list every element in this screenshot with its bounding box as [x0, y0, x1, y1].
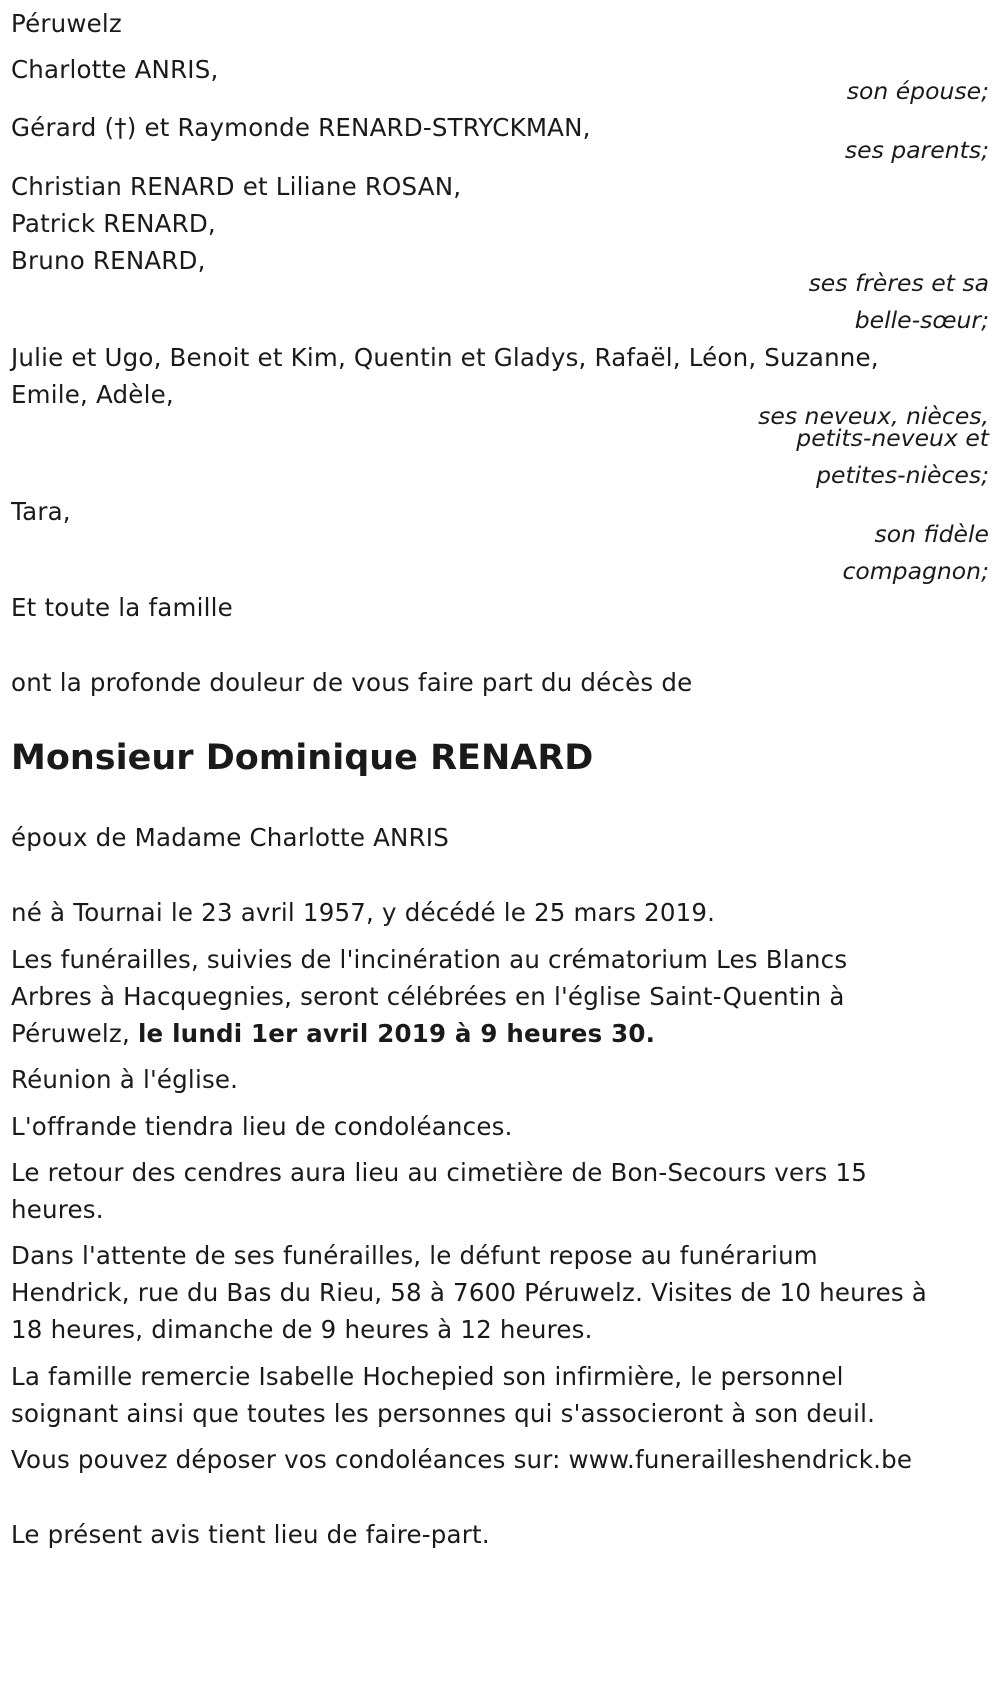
repose-line: 18 heures, dimanche de 9 heures à 12 heures.: [11, 1315, 593, 1344]
family-rest: Et toute la famille: [11, 593, 233, 622]
nephews-relation-line: ses neveux, nièces,: [758, 402, 989, 430]
ashes-line: heures.: [11, 1195, 104, 1224]
parents-name: Gérard (†) et Raymonde RENARD-STRYCKMAN,: [11, 113, 591, 142]
siblings-relation-line: belle-sœur;: [854, 306, 989, 334]
companion-relation-line: compagnon;: [842, 557, 989, 585]
companion-relation-line: son fidèle: [874, 520, 989, 548]
meeting-line: Réunion à l'église.: [11, 1065, 239, 1094]
sibling-line: Patrick RENARD,: [11, 209, 216, 238]
nephews-relation-line: petits-neveux et: [796, 424, 989, 452]
funeral-line-date: [11, 1014, 655, 1054]
repose-line: Dans l'attente de ses funérailles, le défunt repose au funérarium: [11, 1241, 818, 1270]
funeral-line: Arbres à Hacquegnies, seront célébrées en l'église Saint-Quentin à: [11, 982, 845, 1011]
thanks-line: soignant ainsi que toutes les personnes qui s'associeront à son deuil.: [11, 1399, 876, 1428]
parents-relation: ses parents;: [844, 136, 989, 164]
siblings-relation-line: ses frères et sa: [808, 269, 989, 297]
nephews-line: Julie et Ugo, Benoit et Kim, Quentin et Gladys, Rafaël, Léon, Suzanne,: [11, 343, 879, 372]
companion-name: Tara,: [11, 497, 71, 526]
announcement-intro: ont la profonde douleur de vous faire part du décès de: [11, 668, 693, 697]
birth-death-line: né à Tournai le 23 avril 1957, y décédé le 25 mars 2019.: [11, 898, 716, 927]
funeral-datetime: le lundi 1er avril 2019 à 9 heures 30.: [137, 1019, 656, 1048]
spouse-of-line: époux de Madame Charlotte ANRIS: [11, 823, 449, 852]
spouse-relation: son épouse;: [846, 77, 989, 105]
repose-line: Hendrick, rue du Bas du Rieu, 58 à 7600 Péruwelz. Visites de 10 heures à: [11, 1278, 928, 1307]
sibling-line: Christian RENARD et Liliane ROSAN,: [11, 172, 462, 201]
funeral-line: Les funérailles, suivies de l'incinération au crématorium Les Blancs: [11, 945, 848, 974]
deceased-name: Monsieur Dominique RENARD: [11, 738, 594, 778]
condolences-line: Vous pouvez déposer vos condoléances sur: www.funerailleshendrick.be: [11, 1445, 913, 1474]
closing-line: Le présent avis tient lieu de faire-part.: [11, 1520, 490, 1549]
ashes-line: Le retour des cendres aura lieu au cimetière de Bon-Secours vers 15: [11, 1158, 868, 1187]
offering-line: L'offrande tiendra lieu de condoléances.: [11, 1112, 513, 1141]
sibling-line: Bruno RENARD,: [11, 246, 206, 275]
spouse-name: Charlotte ANRIS,: [11, 55, 219, 84]
funeral-place: Péruwelz,: [11, 1019, 138, 1048]
location-heading: Péruwelz: [11, 9, 122, 38]
thanks-line: La famille remercie Isabelle Hochepied son infirmière, le personnel: [11, 1362, 844, 1391]
nephews-line: Emile, Adèle,: [11, 380, 174, 409]
nephews-relation-line: petites-nièces;: [816, 461, 989, 489]
